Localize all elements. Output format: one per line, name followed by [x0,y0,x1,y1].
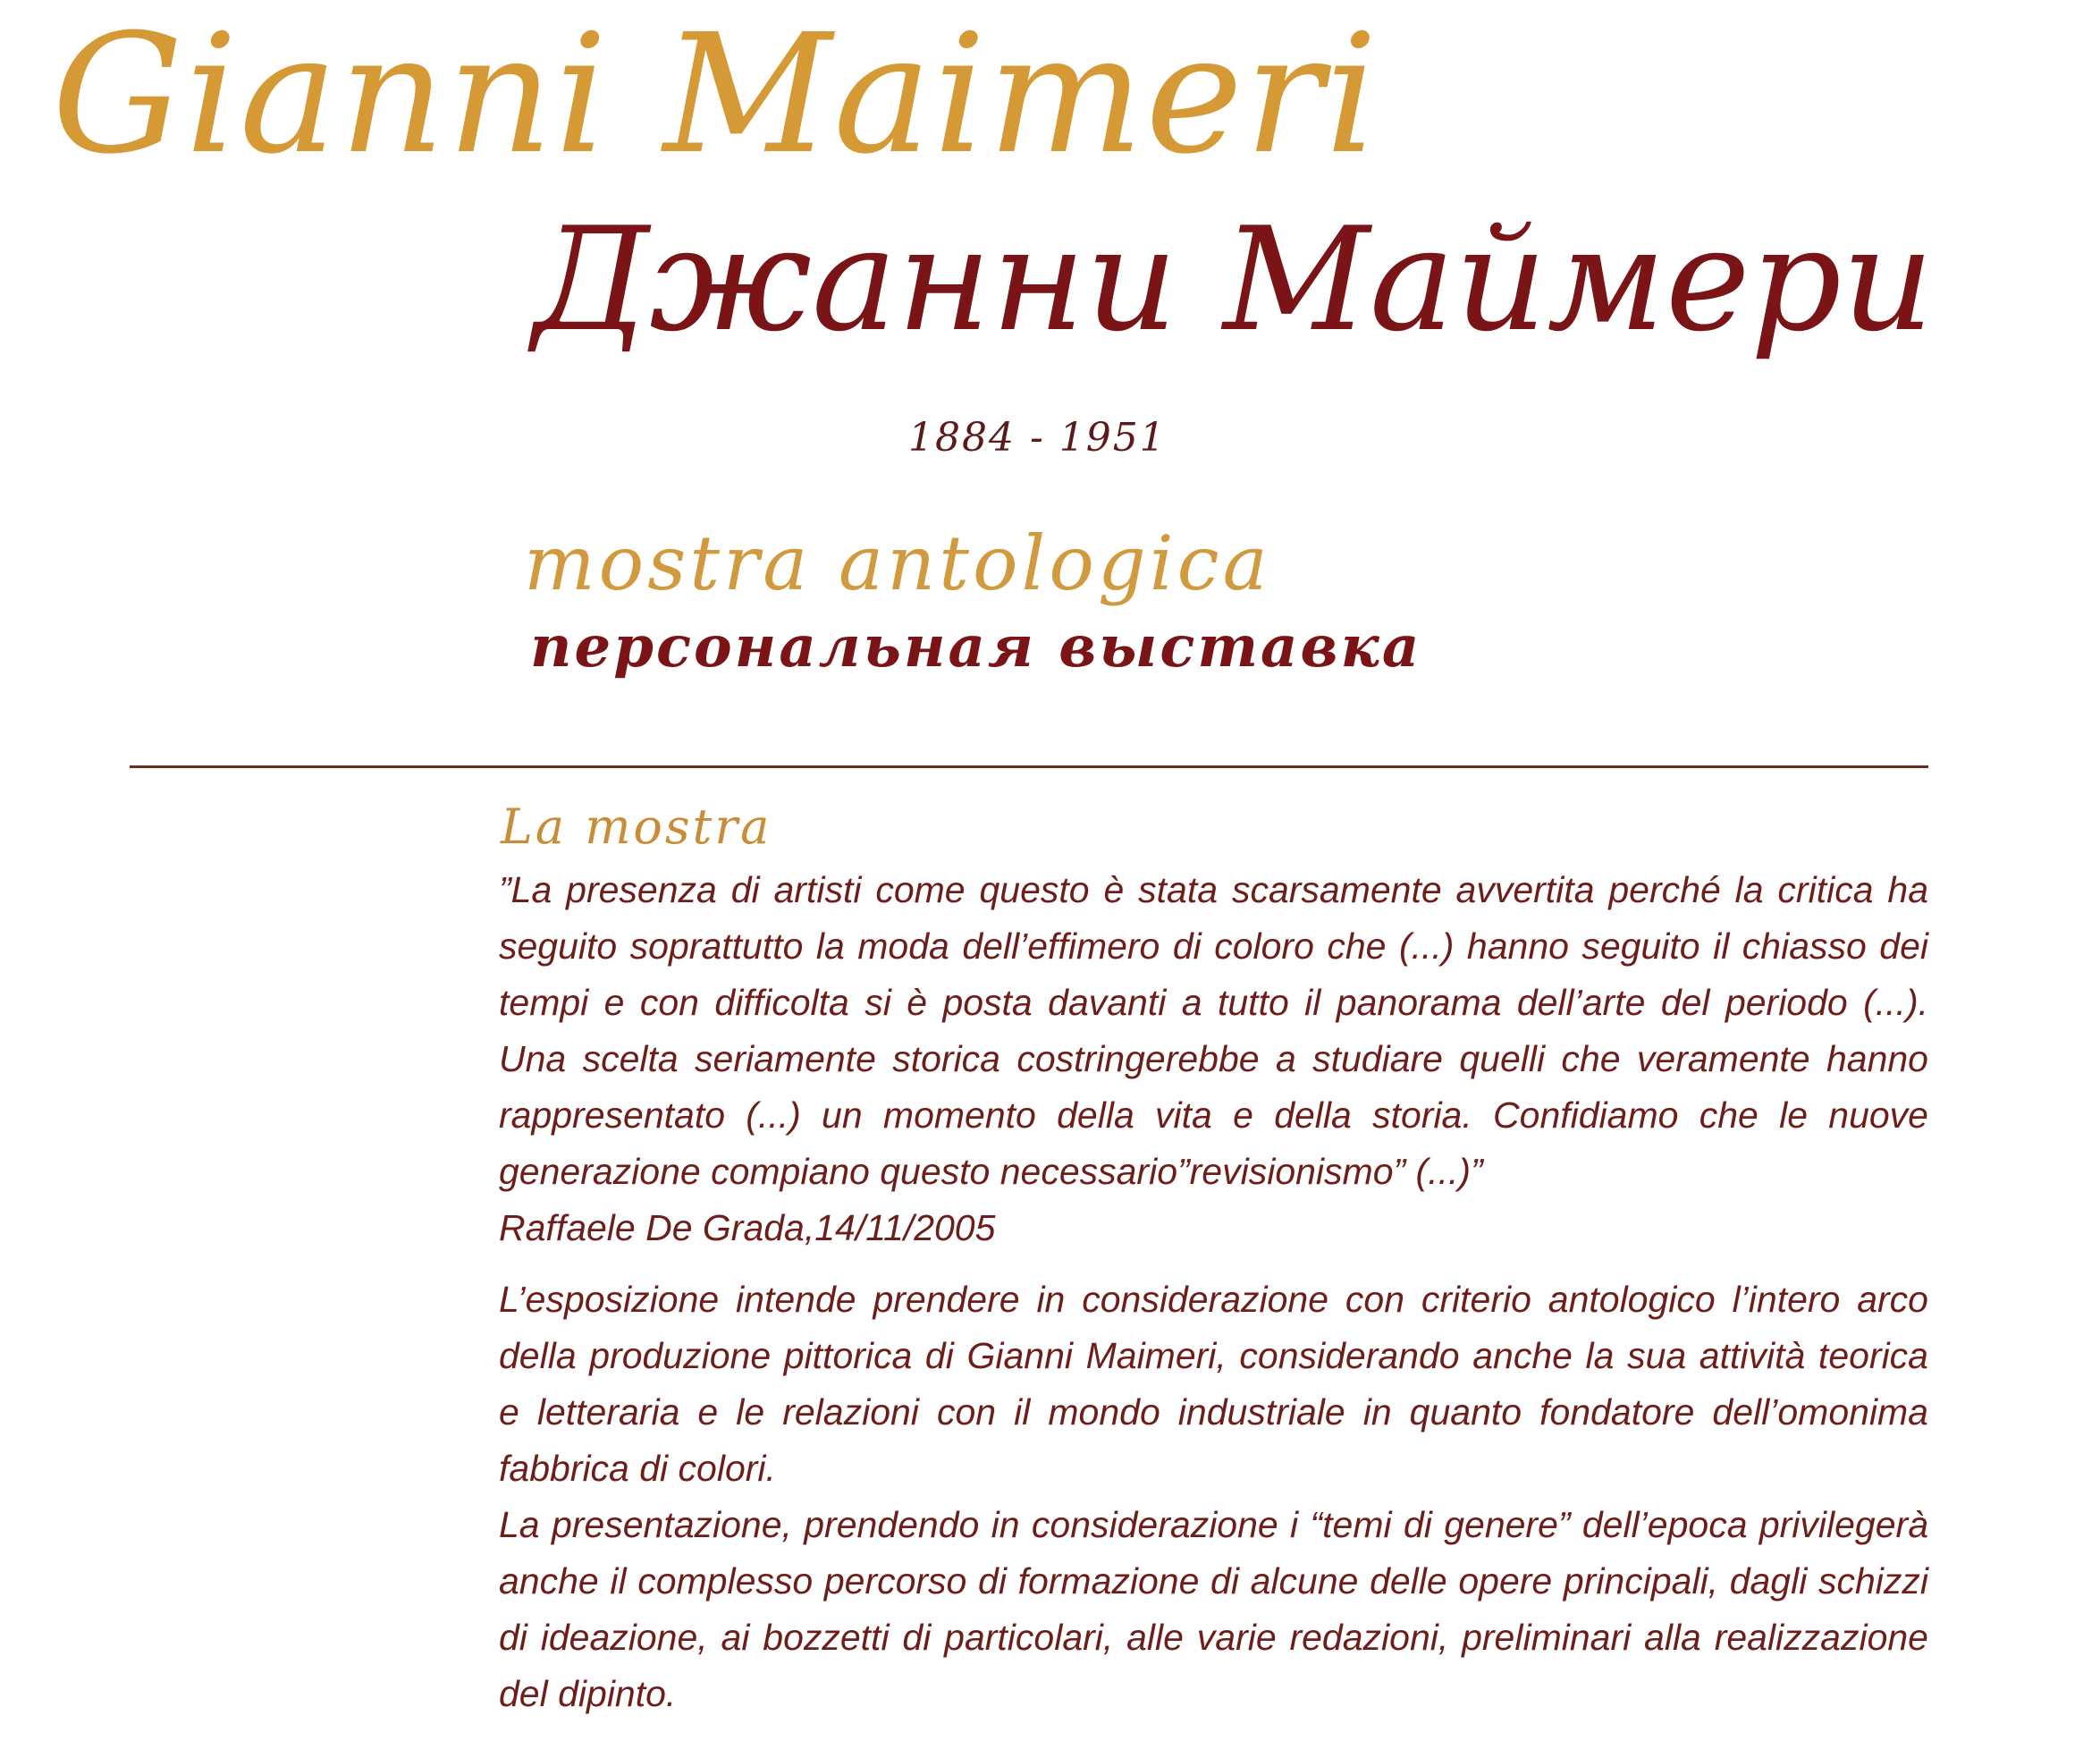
divider [130,765,1928,768]
subtitle-italian: mostra antologica [524,520,1271,607]
paragraph-line: e letteraria e le relazioni con il mondo industriale in quanto fondatore dell’omonima [499,1391,1928,1433]
paragraph-line: della produzione pittorica di Gianni Maimeri, considerando anche la sua attività teorica [499,1335,1928,1376]
description-paragraph [499,1272,1928,1722]
paragraph-line: L’esposizione intende prendere in considerazione con criterio antologico l’intero arco [499,1279,1928,1320]
title-russian: Джанни Маймери [533,196,1935,363]
paragraph-line: La presentazione, prendendo in considerazione i “temi di genere” dell’epoca privilegerà [499,1504,1928,1545]
paragraph-line: di ideazione, ai bozzetti di particolari, alle varie redazioni, preliminari alla realizzazione [499,1617,1928,1658]
paragraph-line: del dipinto. [499,1673,677,1714]
subtitle-russian: персональная выставка [530,613,1422,680]
title-italian: Gianni Maimeri [52,0,1379,190]
quote-line: generazione compiano questo necessario”revisionismo” (...)” [499,1151,1483,1192]
quote-line: ”La presenza di artisti come questo è stata scarsamente avvertita perché la critica ha [499,869,1928,910]
quote-line: Una scelta seriamente storica costringerebbe a studiare quelli che veramente hanno [499,1038,1928,1079]
quote-attribution: Raffaele De Grada,14/11/2005 [499,1207,996,1248]
quote-line: seguito soprattutto la moda dell’effimero di coloro che (...) hanno seguito il chiasso dei [499,925,1928,967]
paragraph-line: anche il complesso percorso di formazione di alcune delle opere principali, dagli schizzi [499,1560,1928,1602]
quote-line: rappresentato (...) un momento della vita e della storia. Confidiamo che le nuove [499,1094,1928,1136]
paragraph-line: fabbrica di colori. [499,1448,776,1489]
quote-line: tempi e con difficolta si è posta davanti a tutto il panorama dell’arte del periodo (...). [499,982,1928,1023]
section-title: La mostra [501,799,772,855]
years: 1884 - 1951 [908,415,1167,461]
quote-block [499,862,1928,1256]
